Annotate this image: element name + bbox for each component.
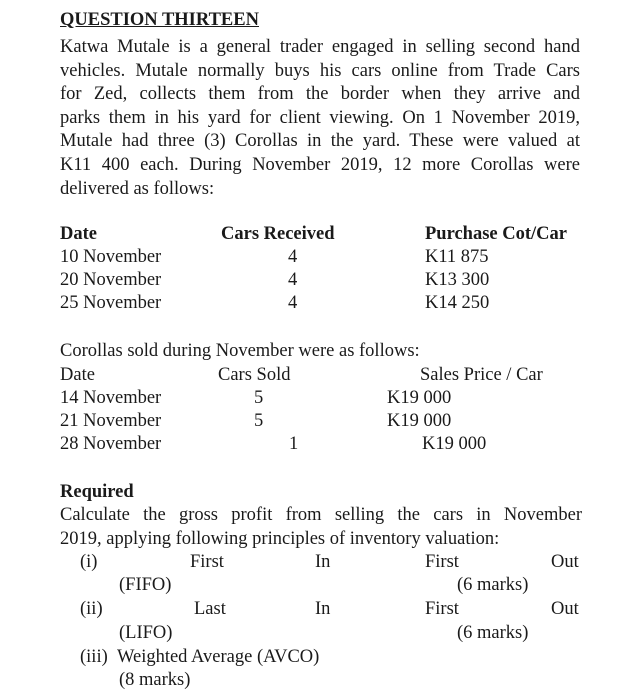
item-word: Out <box>551 552 579 572</box>
item-abbr: (LIFO) <box>119 623 173 643</box>
item-word: First <box>190 552 224 572</box>
sales-header-price: Sales Price / Car <box>420 365 543 385</box>
item-word: In <box>315 552 331 572</box>
item-word: In <box>315 599 331 619</box>
item-word: First <box>425 552 459 572</box>
purchase-cars: 4 <box>288 293 298 313</box>
purchases-header-date: Date <box>60 224 97 244</box>
purchases-header-cost: Purchase Cot/Car <box>425 224 567 244</box>
intro-paragraph <box>60 36 580 201</box>
sale-date: 14 November <box>60 388 162 408</box>
item-number: (ii) <box>80 599 103 619</box>
item-word: Last <box>194 599 226 619</box>
item-marks: (6 marks) <box>457 623 529 643</box>
purchases-header-cars: Cars Received <box>221 224 335 244</box>
item-text: Weighted Average (AVCO) <box>117 647 320 667</box>
intro-line: K11 400 each. During November 2019, 12 more Corollas were <box>60 154 580 175</box>
purchase-cost: K14 250 <box>425 293 490 313</box>
required-line: 2019, applying following principles of inventory valuation: <box>60 528 500 549</box>
sale-price: K19 000 <box>387 411 452 431</box>
sale-date: 28 November <box>60 434 162 454</box>
item-number: (iii) <box>80 647 108 667</box>
purchase-cost: K11 875 <box>425 247 489 267</box>
intro-line: delivered as follows: <box>60 178 215 199</box>
sale-cars: 5 <box>254 388 264 408</box>
item-word: Out <box>551 599 579 619</box>
sale-cars: 1 <box>289 434 299 454</box>
required-heading: Required <box>60 482 134 502</box>
intro-line: vehicles. Mutale normally buys his cars online from Trade Cars <box>60 60 580 81</box>
sales-intro: Corollas sold during November were as follows: <box>60 341 420 361</box>
purchase-cars: 4 <box>288 270 298 290</box>
intro-line: Katwa Mutale is a general trader engaged in selling second hand <box>60 37 580 57</box>
required-text <box>60 504 582 551</box>
required-line: Calculate the gross profit from selling the cars in November <box>60 505 582 525</box>
sale-price: K19 000 <box>422 434 487 454</box>
purchase-cars: 4 <box>288 247 298 267</box>
item-marks: (6 marks) <box>457 575 529 595</box>
sales-header-cars: Cars Sold <box>218 365 291 385</box>
intro-line: Mutale had three (3) Corollas in the yard. These were valued at <box>60 131 580 152</box>
sale-cars: 5 <box>254 411 264 431</box>
sales-header-date: Date <box>60 365 95 385</box>
sale-date: 21 November <box>60 411 162 431</box>
sale-price: K19 000 <box>387 388 452 408</box>
item-word: First <box>425 599 459 619</box>
purchase-cost: K13 300 <box>425 270 490 290</box>
purchase-date: 25 November <box>60 293 162 313</box>
purchase-date: 10 November <box>60 247 162 267</box>
intro-line: for Zed, collects them from the border when they arrive and <box>60 84 580 105</box>
question-title: QUESTION THIRTEEN <box>60 10 259 30</box>
intro-line: parks them in his yard for client viewing. On 1 November 2019, <box>60 107 580 128</box>
item-number: (i) <box>80 552 98 572</box>
purchase-date: 20 November <box>60 270 162 290</box>
item-marks: (8 marks) <box>119 670 191 690</box>
item-abbr: (FIFO) <box>119 575 172 595</box>
